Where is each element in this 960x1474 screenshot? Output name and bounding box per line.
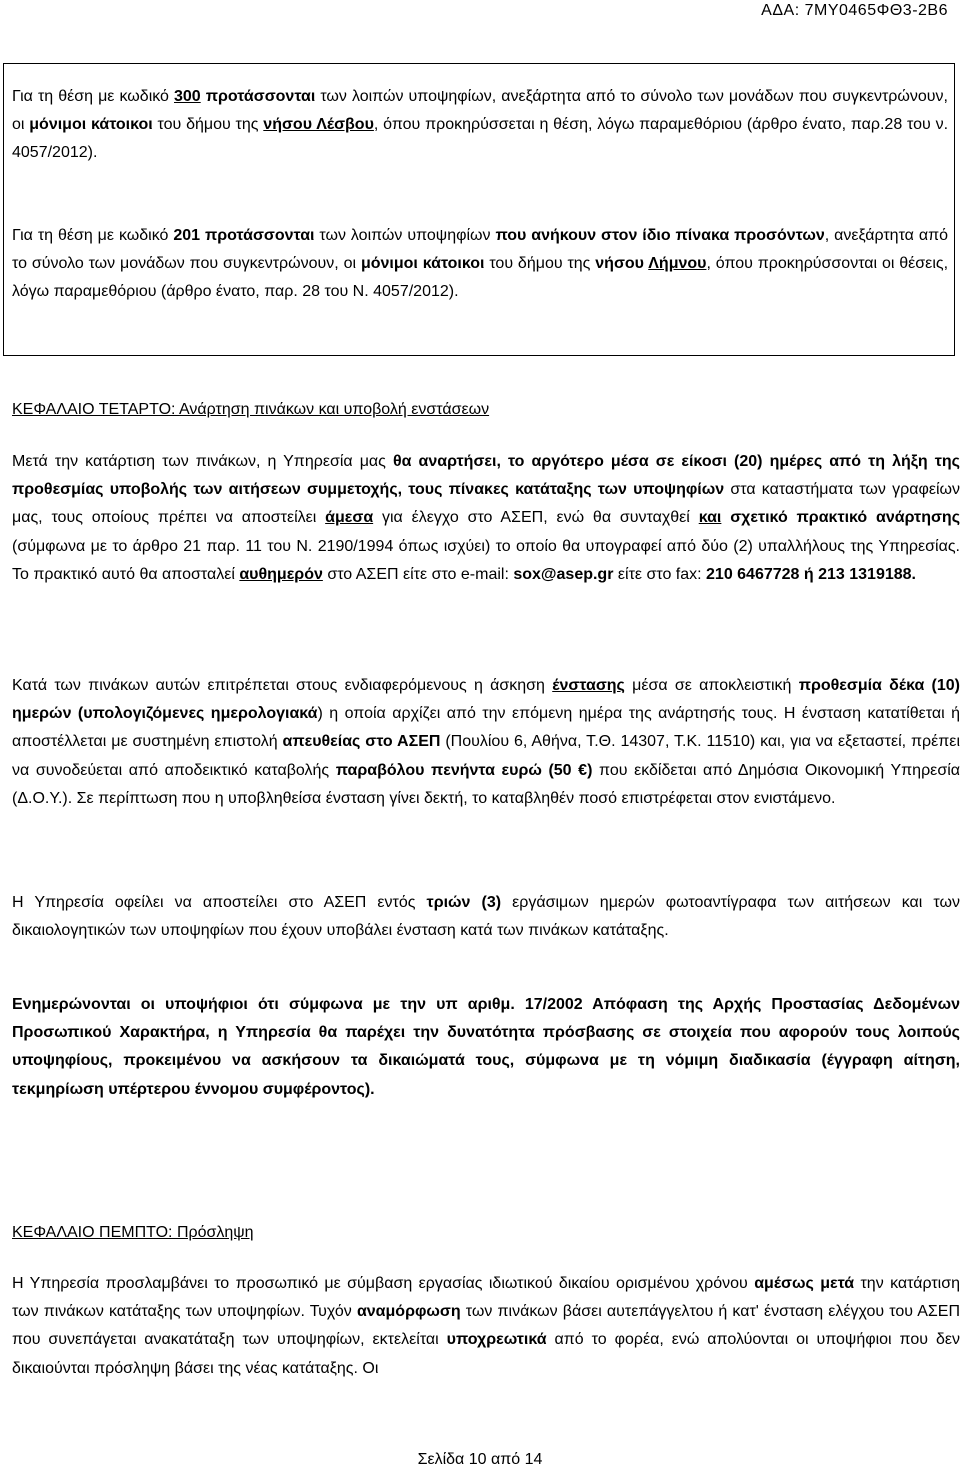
chapter4-paragraph-4: Ενημερώνονται οι υποψήφιοι ότι σύμφωνα με την υπ αριθμ. 17/2002 Απόφαση της Αρχής Προστασίας Δεδομένων Προσωπικού Χαρακτήρα, η Υπηρεσία θα παρέχει την δυνατότητα πρόσβασης σε στοιχεία που αφορούν τους λοιπούς υποψηφίους, προκειμένου να ασκήσουν τα δικαιώματά τους, σύμφωνα με τη νόμιμη διαδικασία (έγγραφη αίτηση, τεκμηρίωση υπέρτερου έννομου συμφέροντος).: [12, 996, 960, 1098]
chapter4-heading: ΚΕΦΑΛΑΙΟ ΤΕΤΑΡΤΟ: Ανάρτηση πινάκων και υποβολή ενστάσεων: [12, 401, 490, 418]
chapter4-paragraph-3: Η Υπηρεσία οφείλει να αποστείλει στο ΑΣΕΠ εντός τριών (3) εργάσιμων ημερών φωτοαντίγραφα των αιτήσεων και των δικαιολογητικών των υποψηφίων που έχουν υποβάλει ένσταση κατά των πινάκων κατάταξης.: [12, 894, 960, 940]
chapter4-paragraph-2: Κατά των πινάκων αυτών επιτρέπεται στους ενδιαφερόμενους η άσκηση ένστασης μέσα σε αποκλειστική προθεσμία δέκα (10) ημερών (υπολογιζόμενες ημερολογιακά) η οποία αρχίζει από την επόμενη ημέρα της ανάρτησής τους. Η ένσταση κατατίθεται ή αποστέλλεται με συστημένη επιστολή απευθείας στο ΑΣΕΠ (Πουλίου 6, Αθήνα, Τ.Θ. 14307, Τ.Κ. 11510) και, για να εξεταστεί, πρέπει να συνοδεύεται από αποδεικτικό καταβολής παραβόλου πενήντα ευρώ (50 €) που εκδίδεται από Δημόσια Οικονομική Υπηρεσία (Δ.Ο.Υ.). Σε περίπτωση που η υποβληθείσα ένσταση γίνει δεκτή, το καταβληθέν ποσό επιστρέφεται στον ενιστάμενο.: [12, 677, 960, 807]
page-number: Σελίδα 10 από 14: [417, 1451, 543, 1468]
ada-code: ΑΔΑ: 7ΜΥ0465ΦΘ3-2Β6: [761, 2, 948, 19]
chapter5-paragraph-1: Η Υπηρεσία προσλαμβάνει το προσωπικό με σύμβαση εργασίας ιδιωτικού δικαίου ορισμένου χρόνου αμέσως μετά την κατάρτιση των πινάκων κατάταξης των υποψηφίων. Τυχόν αναμόρφωση των πινάκων βάσει αυτεπάγγελτου ή κατ' ένσταση ελέγχου του ΑΣΕΠ που συνεπάγεται ανακατάταξη των υποψηφίων, εκτελείται υποχρεωτικά από το φορέα, ενώ απολύονται οι υποψήφιοι που δεν δικαιούνται πρόσληψη βάσει της νέας κατάταξης. Οι: [12, 1275, 960, 1377]
box-paragraph-limnos: Για τη θέση με κωδικό 201 προτάσσονται των λοιπών υποψηφίων που ανήκουν στον ίδιο πίνακα προσόντων, ανεξάρτητα από το σύνολο των μονάδων που συγκεντρώνουν, οι μόνιμοι κάτοικοι του δήμου της νήσου Λήμνου, όπου προκηρύσσονται οι θέσεις, λόγω παραμεθόριου (άρθρο ένατο, παρ. 28 του Ν. 4057/2012).: [12, 227, 949, 301]
chapter4-paragraph-1: Μετά την κατάρτιση των πινάκων, η Υπηρεσία μας θα αναρτήσει, το αργότερο μέσα σε είκοσι (20) ημέρες από τη λήξη της προθεσμίας υποβολής των αιτήσεων συμμετοχής, τους πίνακες κατάταξης των υποψηφίων στα καταστήματα των γραφείων μας, τους οποίους πρέπει να αποστείλει άμεσα για έλεγχο στο ΑΣΕΠ, ενώ θα συνταχθεί και σχετικό πρακτικό ανάρτησης (σύμφωνα με το άρθρο 21 παρ. 11 του Ν. 2190/1994 όπως ισχύει) το οποίο θα υπογραφεί από δύο (2) υπαλλήλους της Υπηρεσίας. Το πρακτικό αυτό θα αποσταλεί αυθημερόν στο ΑΣΕΠ είτε στο e-mail: sox@asep.gr είτε στο fax: 210 6467728 ή 213 1319188.: [12, 453, 960, 583]
box-paragraph-lesvos: Για τη θέση με κωδικό 300 προτάσσονται των λοιπών υποψηφίων, ανεξάρτητα από το σύνολο των μονάδων που συγκεντρώνουν, οι μόνιμοι κάτοικοι του δήμου της νήσου Λέσβου, όπου προκηρύσσεται η θέση, λόγω παραμεθόριου (άρθρο ένατο, παρ.28 του ν. 4057/2012).: [12, 88, 949, 162]
chapter5-heading: ΚΕΦΑΛΑΙΟ ΠΕΜΠΤΟ: Πρόσληψη: [12, 1224, 254, 1241]
